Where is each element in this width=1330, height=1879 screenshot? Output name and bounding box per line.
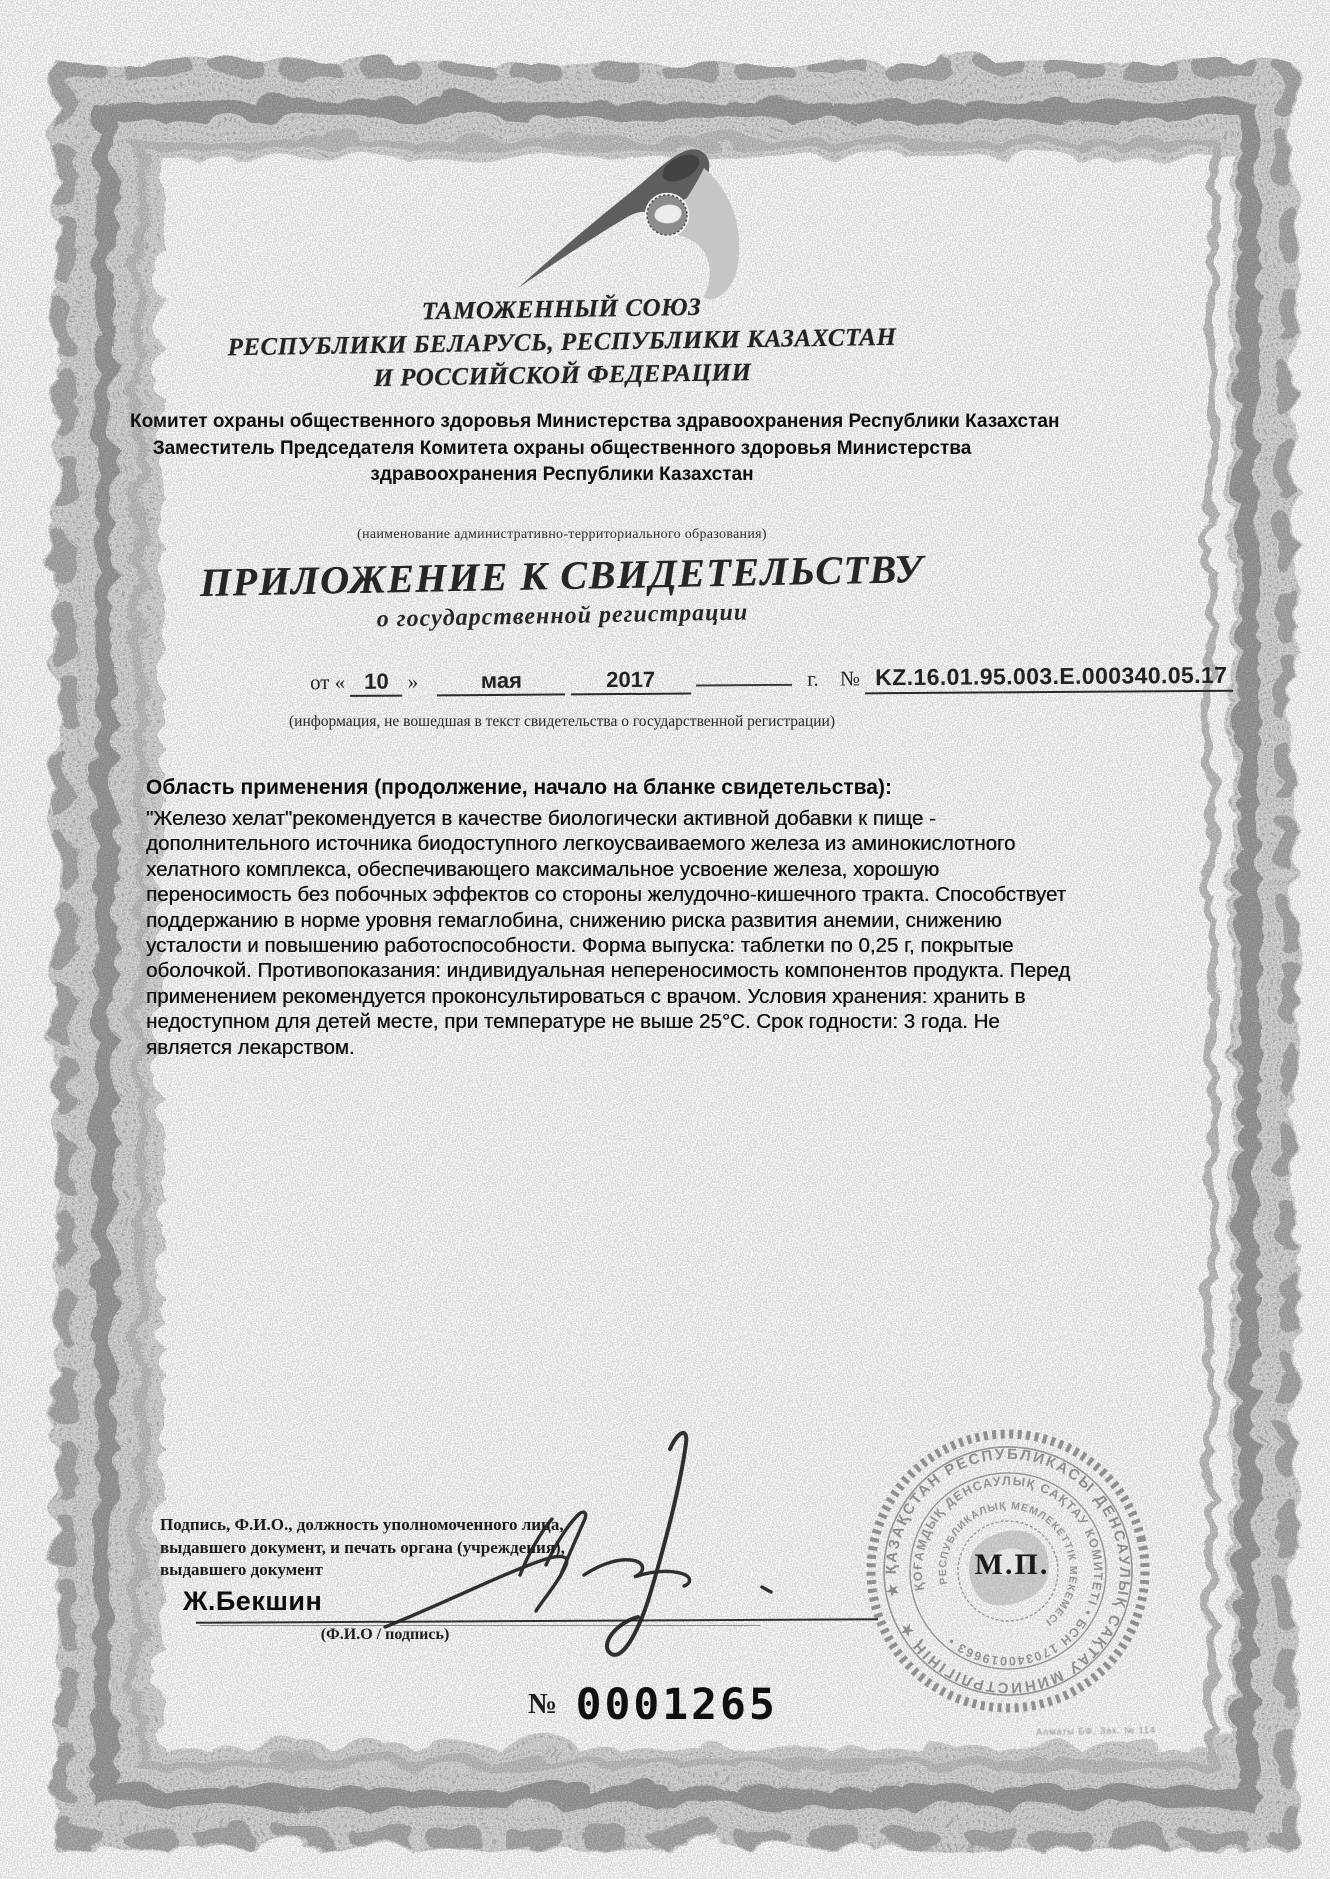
- scope-line: поддержанию в норме уровня гемаглобина, снижению риска развития анемии, снижению: [146, 908, 1002, 932]
- printshop-fine-print: Алматы БФ. Зак. № 114: [1035, 1724, 1156, 1738]
- scope-line: переносимость без побочных эффектов со стороны желудочно-кишечного тракта. Способствует: [146, 883, 1067, 907]
- scope-line: оболочкой. Противопоказания: индивидуальная непереносимость компонентов продукта. Перед: [146, 959, 1071, 983]
- union-header: [129, 286, 994, 399]
- scope-line: применением рекомендуется проконсультироваться с врачом. Условия хранения: хранить в: [146, 984, 1026, 1008]
- committee-line1: Комитет охраны общественного здоровья Министерства здравоохранения Республики Казахстан: [130, 411, 1060, 432]
- document-title-block: [129, 544, 994, 639]
- form-serial-number: [528, 1680, 778, 1730]
- date-number-line: [310, 659, 1230, 698]
- signature-caption: (Ф.И.О / подпись): [320, 1626, 450, 1643]
- signatory-name: Ж.Бекшин: [183, 1586, 323, 1616]
- union-line2: РЕСПУБЛИКИ БЕЛАРУСЬ, РЕСПУБЛИКИ КАЗАХСТАН: [227, 323, 897, 362]
- committee-block: [130, 409, 1060, 489]
- admin-territory-caption: (наименование административно-территориального образования): [357, 527, 767, 542]
- signature-label-line1: Подпись, Ф.И.О., должность уполномоченного лица,: [160, 1515, 564, 1534]
- serial-digits: 0001265: [575, 1680, 778, 1730]
- committee-line3: здравоохранения Республики Казахстан: [370, 464, 754, 485]
- date-day-field: 10: [350, 669, 402, 697]
- scope-line: является лекарством.: [146, 1035, 355, 1059]
- union-line3: И РОССИЙСКОЙ ФЕДЕРАЦИИ: [373, 359, 752, 392]
- scope-line: хелатного комплекса, обеспечивающего максимальное усвоение железа, хорошую: [146, 857, 940, 881]
- committee-line2: Заместитель Председателя Комитета охраны общественного здоровья Министерства: [152, 437, 972, 459]
- date-close-quote: »: [407, 669, 419, 694]
- signature-label-line3: выдавшего документ: [160, 1560, 323, 1579]
- date-year-suffix: г.: [807, 666, 819, 691]
- date-year-field: 2017: [571, 667, 691, 696]
- date-prefix: от «: [309, 669, 346, 695]
- scope-line: "Железо хелат"рекомендуется в качестве биологически активной добавки к пище -: [146, 807, 936, 830]
- scope-line: усталости и повышению работоспособности. Форма выпуска: таблетки по 0,25 г, покрытые: [146, 934, 1014, 958]
- scope-heading: Область применения (продолжение, начало на бланке свидетельства):: [146, 776, 892, 799]
- page-subtitle: о государственной регистрации: [376, 599, 749, 633]
- scope-line: недоступном для детей месте, при температуре не выше 25°С. Срок годности: 3 года. Не: [146, 1010, 1000, 1034]
- signature-label-line2: выдавшего документ, и печать органа (учреждения),: [160, 1537, 565, 1557]
- union-line1: ТАМОЖЕННЫЙ СОЮЗ: [421, 293, 702, 326]
- number-sign: №: [839, 666, 861, 691]
- scope-line: дополнительного источника биодоступного легкоусваиваемого железа из аминокислотного: [146, 832, 1016, 856]
- registration-number: KZ.16.01.95.003.E.000340.05.17: [865, 662, 1233, 695]
- stamp-inner-text: РЕСПУБЛИКАЛЫҚ МЕМЛЕКЕТТІК МЕКЕМЕСІ: [936, 1499, 1080, 1629]
- scope-paragraph: [146, 806, 1070, 1060]
- customs-union-logo-icon: [498, 126, 778, 306]
- stamp-mp-label: М.П.: [974, 1548, 1050, 1581]
- stamp-outer-text: ★ ҚАЗАҚСТАН РЕСПУБЛИКАСЫ ДЕНСАУЛЫҚ САҚТАУ МИНИСТРЛІГІНІҢ ★: [882, 1445, 1134, 1697]
- page-title: ПРИЛОЖЕНИЕ К СВИДЕТЕЛЬСТВУ: [199, 546, 924, 605]
- date-blank-field: [696, 662, 792, 687]
- info-caption: (информация, не вошедшая в текст свидетельства о государственной регистрации): [289, 713, 835, 730]
- serial-no-sign: №: [528, 1688, 558, 1720]
- handwritten-signature: [370, 1415, 800, 1695]
- stamp-middle-text: ҚОҒАМДЫҚ ДЕНСАУЛЫҚ САҚТАУ КОМИТЕТІ • БСН 170340019663 •: [910, 1473, 1106, 1669]
- date-month-field: мая: [437, 667, 565, 696]
